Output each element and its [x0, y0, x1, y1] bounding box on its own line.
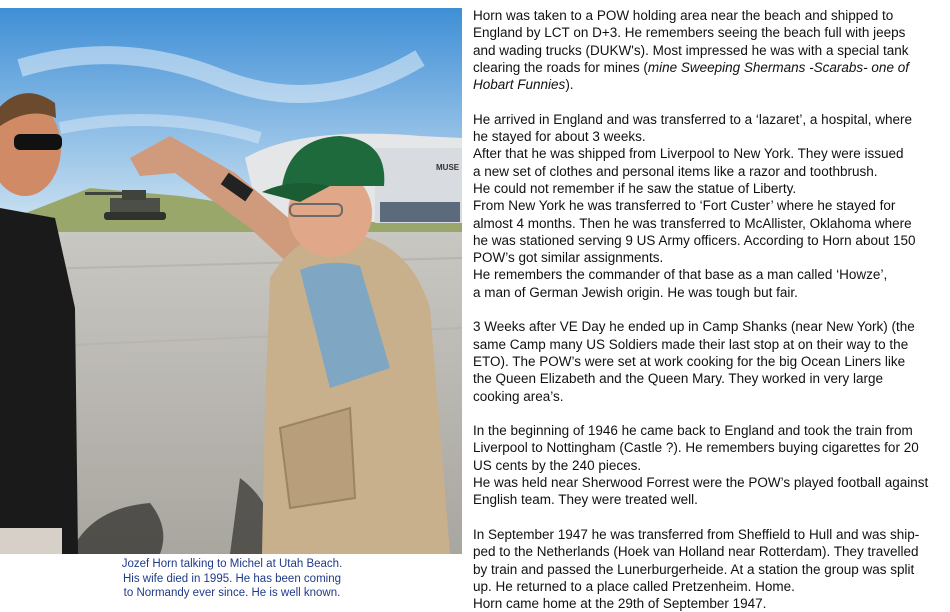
- photo-caption: [82, 557, 382, 601]
- text-line: He could not remember if he saw the statue of Liberty.: [473, 180, 797, 196]
- text-line: ped to the Netherlands (Hoek van Holland near Rotterdam). They travelled: [473, 544, 919, 560]
- text-line: In the beginning of 1946 he came back to England and took the train from: [473, 423, 913, 439]
- text-line: by train and passed the Lunerburgerheide. At a station the group was split: [473, 561, 915, 577]
- text-line: [473, 76, 949, 93]
- text-line: and wading trucks (DUKW's). Most impressed he was with a special tank: [473, 42, 909, 58]
- text-line: he was stationed serving 9 US Army officers. According to Horn about 150: [473, 232, 916, 248]
- text-line: He arrived in England and was transferred to a ‘lazaret’, a hospital, where: [473, 111, 912, 127]
- photo-illustration: [0, 8, 462, 554]
- text-line: In September 1947 he was transferred from Sheffield to Hull and was ship-: [473, 526, 920, 542]
- text-line: the Queen Elizabeth and the Queen Mary. They worked in very large: [473, 371, 883, 387]
- paragraph-england-usa: [473, 111, 949, 301]
- caption-line: Jozef Horn talking to Michel at Utah Beach.: [121, 558, 343, 570]
- text-line: up. He returned to a place called Pretzenheim. Home.: [473, 578, 795, 594]
- italic-text: mine Sweeping Shermans -Scarabs- one of: [647, 59, 909, 75]
- paragraph-1946: [473, 422, 949, 508]
- text-line: almost 4 months. Then he was transferred to McAllister, Oklahoma where: [473, 215, 912, 231]
- text-line: cooking area’s.: [473, 388, 564, 404]
- text-line: He was held near Sherwood Forrest were the POW’s played football against: [473, 475, 929, 491]
- text-fragment: clearing the roads for mines (: [473, 59, 648, 75]
- paragraph-1947-return: [473, 526, 949, 612]
- museum-sign: MUSE: [436, 163, 460, 172]
- story-text: [473, 7, 949, 612]
- text-line: English team. They were treated well.: [473, 492, 698, 508]
- text-line: He remembers the commander of that base as a man called ‘Howze’,: [473, 267, 888, 283]
- text-line: [473, 59, 949, 76]
- text-line: England by LCT on D+3. He remembers seeing the beach full with jeeps: [473, 25, 906, 41]
- text-fragment: ).: [565, 77, 574, 93]
- text-line: POW’s got similar assignments.: [473, 250, 664, 266]
- text-line: ETO). The POW’s were set at work cooking for the big Ocean Liners like: [473, 353, 906, 369]
- italic-text: Hobart Funnies: [473, 77, 566, 93]
- text-line: 3 Weeks after VE Day he ended up in Camp Shanks (near New York) (the: [473, 319, 915, 335]
- text-line: same Camp many US Soldiers made their last stop at on their way to the: [473, 336, 909, 352]
- text-line: After that he was shipped from Liverpool to New York. They were issued: [473, 146, 904, 162]
- text-line: a man of German Jewish origin. He was tough but fair.: [473, 284, 798, 300]
- utah-beach-photo: [0, 8, 462, 554]
- text-line: he stayed for about 3 weeks.: [473, 129, 646, 145]
- text-line: From New York he was transferred to ‘Fort Custer’ where he stayed for: [473, 198, 896, 214]
- caption-line: His wife died in 1995. He has been coming: [123, 572, 341, 585]
- text-line: a new set of clothes and personal items like a razor and toothbrush.: [473, 163, 878, 179]
- text-line: Horn was taken to a POW holding area near the beach and shipped to: [473, 8, 894, 23]
- paragraph-pow-holding-area: [473, 7, 949, 93]
- caption-line: to Normandy ever since. He is well known.: [123, 587, 341, 599]
- text-line: US cents by the 240 pieces.: [473, 457, 642, 473]
- paragraph-camp-shanks: [473, 318, 949, 404]
- text-line: Horn came home at the 29th of September 1947.: [473, 596, 767, 612]
- text-line: Liverpool to Nottingham (Castle ?). He remembers buying cigarettes for 20: [473, 440, 919, 456]
